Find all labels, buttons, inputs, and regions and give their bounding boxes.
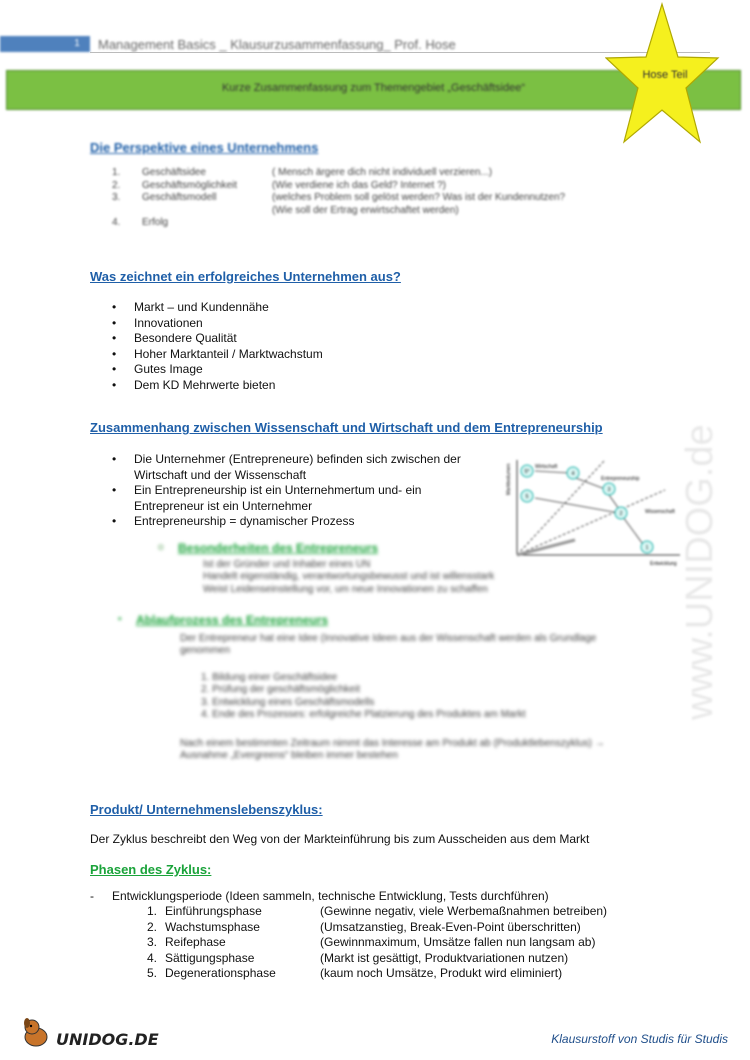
svg-text:3: 3 [607, 487, 611, 493]
list-item: • Markt – und Kundennähe [112, 300, 512, 316]
list-item: 2. Wachstumsphase (Umsatzanstieg, Break-Even-Point überschritten) [146, 919, 581, 934]
diagram-node [521, 490, 533, 502]
section-heading: Die Perspektive eines Unternehmens [90, 140, 319, 155]
arrow-5s-4 [535, 471, 570, 473]
list-item: • Hoher Marktanteil / Marktwachstum [112, 347, 512, 363]
list-item: 3. Entwicklung eines Geschäftsmodells [201, 696, 375, 708]
diagram-node [521, 465, 533, 477]
list-item: 5. Degenerationsphase (kaum noch Umsätze, Produkt wird eliminiert) [146, 966, 563, 980]
svg-text:1: 1 [645, 545, 649, 551]
section-success-factors [90, 269, 401, 284]
list-item: • Entrepreneurship = dynamischer Prozess [112, 514, 487, 530]
list-item: 1. Geschäftsidee ( Mensch ärgere dich nicht individuell verzieren...) [112, 167, 493, 178]
diagram-node [567, 467, 579, 479]
list-item: Weist Leidenseinstellung vor, um neue Innovationen zu schaffen [203, 583, 488, 595]
arrow-3-2 [609, 495, 619, 509]
list-item: • Innovationen [112, 316, 512, 332]
section-heading: Zusammenhang zwischen Wissenschaft und Wirtschaft und dem Entrepreneurship [90, 420, 603, 435]
lifecycle-intro: Der Zyklus beschreibt den Weg von der Markteinführung bis zum Ausscheiden aus dem Markt [90, 832, 590, 846]
page-number: 1 [74, 38, 80, 49]
dash-marker: - [90, 889, 94, 903]
footer-tagline: Klausurstoff von Studis für Studis [551, 1032, 728, 1046]
star-label: Hose Teil [642, 69, 688, 81]
diagram-node [603, 483, 615, 495]
section-heading: Was zeichnet ein erfolgreiches Unternehmen aus? [90, 269, 401, 284]
development-text: Entwicklungsperiode (Ideen sammeln, technische Entwicklung, Tests durchführen) [112, 889, 549, 903]
list-item: 4. Ende des Prozesses: erfolgreiche Platzierung des Produktes am Markt [201, 709, 526, 720]
subsection-heading: Phasen des Zyklus: [90, 862, 212, 877]
footer-logo-text: UNIDOG.DE [56, 1030, 159, 1049]
svg-text:4: 4 [571, 471, 575, 477]
dog-logo-icon [22, 1015, 58, 1049]
list-item: 3. Geschäftsmodell (welches Problem soll gelöst werden? Was ist der Kundennutzen? [112, 192, 566, 203]
topic-banner-text: Kurze Zusammenfassung zum Themengebiet „Geschäftsidee“ [221, 82, 526, 94]
list-item: 1. Bildung einer Geschäftsidee [201, 671, 338, 683]
success-factor-list [112, 300, 512, 393]
list-item: 2. Geschäftsmöglichkeit (Wie verdiene ich das Geld? Internet ?) [112, 179, 446, 191]
list-item: 1. Einführungsphase (Gewinne negativ, viele Werbemaßnahmen betreiben) [146, 904, 608, 918]
diagram-node [641, 541, 653, 553]
list-item: • Gutes Image [112, 362, 512, 378]
process-intro: Der Entrepreneur hat eine Idee (Innovative Ideen aus der Wissenschaft werden als Grundlage genommen [180, 632, 597, 656]
subsection-entrepreneur-traits: o Besonderheiten des Entrepreneurs Ist der Gründer und Inhaber eines UN Handelt eigenständig, verantwortungsbewusst und ist willensstark Weist Leidenseinstellung vor, um neue Innovationen zu schaffen [158, 542, 628, 596]
subsection-heading: Ablaufprozess des Entrepreneurs [136, 613, 329, 627]
y-axis-label: Marktvolumen [506, 463, 512, 495]
list-item: Handelt eigenständig, verantwortungsbewusst und ist willensstark [203, 571, 495, 582]
list-item: • Besondere Qualität [112, 331, 512, 347]
list-item: • Ein Entrepreneurship ist ein Unternehmertum und- ein Entrepreneur ist ein Unternehmer [112, 483, 487, 514]
section-perspective [90, 140, 565, 230]
page-header-title: Management Basics _ Klausurzusammenfassung_ Prof. Hose [98, 37, 456, 52]
diagram-node [615, 507, 627, 519]
subsection-entrepreneur-process: • Ablaufprozess des Entrepreneurs Der Entrepreneur hat eine Idee (Innovative Ideen aus der Wissenschaft werden als Grundlage genommen 1. Bildung einer Geschäftsidee 2. Prüfung der geschäftsmöglichkeit 3. Entwicklung eines Geschäftsmodells 4. Ende des Prozesses: erfolgreiche Platzierung des Produktes am Markt Nach einem bestimmten Zeitraum nimmt das Interesse am Produkt ab (Produktlebenszyklus) → Ausnahme „Evergreens“ bleiben immer bestehen [118, 614, 638, 763]
list-item: 2. Prüfung der geschäftsmöglichkeit [201, 684, 360, 695]
list-item: 4. Sättigungsphase (Markt ist gesättigt, Produktvariationen nutzen) [146, 950, 569, 965]
development-period [90, 889, 650, 905]
phase-list [112, 904, 672, 982]
star-badge-icon [605, 2, 720, 152]
section-heading: Produkt/ Unternehmenslebenszyklus: [90, 802, 323, 817]
svg-text:5: 5 [525, 494, 529, 500]
section-entrepreneurship [90, 420, 603, 435]
watermark-text: www.UNIDOG.de [679, 424, 721, 720]
entrepreneurship-label: Entrepreneurship [601, 476, 640, 482]
wissenschaft-label: Wissenschaft [645, 509, 675, 515]
watermark [676, 280, 726, 730]
list-item: 4. Erfolg [112, 217, 169, 228]
x-axis-label: Entwicklung [650, 561, 677, 567]
wirtschaft-label: Wirtschaft [535, 464, 558, 470]
list-item: (Wie soll der Ertrag erwirtschaftet werden) [272, 204, 459, 216]
list-item: • Dem KD Mehrwerte bieten [112, 378, 512, 394]
list-item: 3. Reifephase (Gewinnmaximum, Umsätze fallen nun langsam ab) [146, 935, 596, 949]
entrepreneurship-list [112, 452, 487, 530]
phases-heading-wrap [90, 862, 211, 877]
list-item: • Die Unternehmer (Entrepreneure) befinden sich zwischen der Wirtschaft und der Wissenschaft [112, 452, 487, 483]
svg-text:2: 2 [619, 511, 623, 517]
list-item: Ist der Gründer und Inhaber eines UN [203, 558, 371, 570]
svg-text:5*: 5* [524, 469, 530, 475]
arrow-2-5 [535, 498, 619, 513]
subsection-heading: Besonderheiten des Entrepreneurs [178, 541, 379, 555]
process-note: Nach einem bestimmten Zeitraum nimmt das Interesse am Produkt ab (Produktlebenszyklus) → Ausnahme „Evergreens“ bleiben immer bestehen [180, 737, 605, 761]
section-lifecycle [90, 802, 323, 817]
